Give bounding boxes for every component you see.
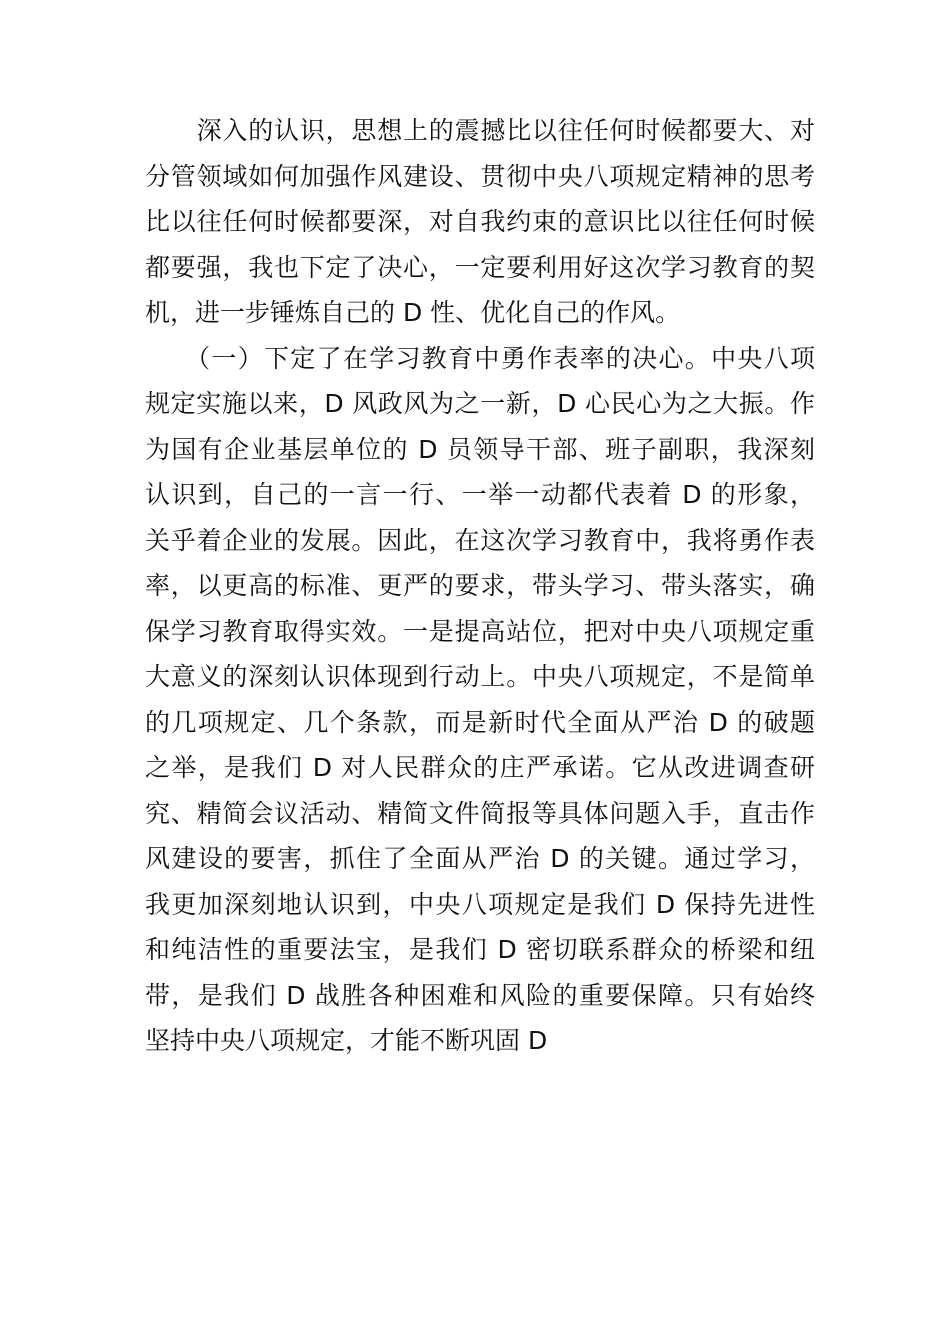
text-line: 深入的认识，思想上的震撼比以往任何时候都要大、对 xyxy=(145,116,815,145)
text-line: 的几项规定、几个条款，而是新时代全面从严治 D 的破题 xyxy=(145,707,815,737)
text-line: 之举，是我们 D 对人民群众的庄严承诺。它从改进调查研 xyxy=(145,753,815,782)
text-line: 保学习教育取得实效。一是提高站位，把对中央八项规定重 xyxy=(145,616,815,646)
text-line: （一）下定了在学习教育中勇作表率的决心。中央八项 xyxy=(145,343,815,373)
paragraph-2 xyxy=(145,336,815,1064)
text-line: 认识到，自己的一言一行、一举一动都代表着 D 的形象， xyxy=(145,480,815,509)
text-line: 大意义的深刻认识体现到行动上。中央八项规定，不是简单 xyxy=(145,662,815,691)
text-line: 都要强，我也下定了决心，一定要利用好这次学习教育的契 xyxy=(145,252,815,282)
text-line: 为国有企业基层单位的 D 员领导干部、班子副职，我深刻 xyxy=(145,434,815,464)
text-line: 规定实施以来，D 风政风为之一新，D 心民心为之大振。作 xyxy=(145,389,815,418)
body-text xyxy=(145,108,815,1064)
text-line: 机，进一步锤炼自己的 D 性、优化自己的作风。 xyxy=(145,298,681,327)
text-line: 和纯洁性的重要法宝，是我们 D 密切联系群众的桥梁和纽 xyxy=(145,935,815,964)
text-line: 率，以更高的标准、更严的要求，带头学习、带头落实，确 xyxy=(145,571,815,600)
text-line: 究、精简会议活动、精简文件简报等具体问题入手，直击作 xyxy=(145,798,815,828)
text-line: 风建设的要害，抓住了全面从严治 D 的关键。通过学习， xyxy=(145,844,815,873)
text-line: 带，是我们 D 战胜各种困难和风险的重要保障。只有始终 xyxy=(145,980,815,1010)
paragraph-1 xyxy=(145,108,815,336)
text-line: 分管领域如何加强作风建设、贯彻中央八项规定精神的思考 xyxy=(145,161,815,191)
text-line: 比以往任何时候都要深，对自我约束的意识比以往任何时候 xyxy=(145,207,815,236)
text-line: 坚持中央八项规定，才能不断巩固 D xyxy=(145,1026,548,1055)
text-line: 关乎着企业的发展。因此，在这次学习教育中，我将勇作表 xyxy=(145,525,815,555)
text-line: 我更加深刻地认识到，中央八项规定是我们 D 保持先进性 xyxy=(145,889,815,919)
